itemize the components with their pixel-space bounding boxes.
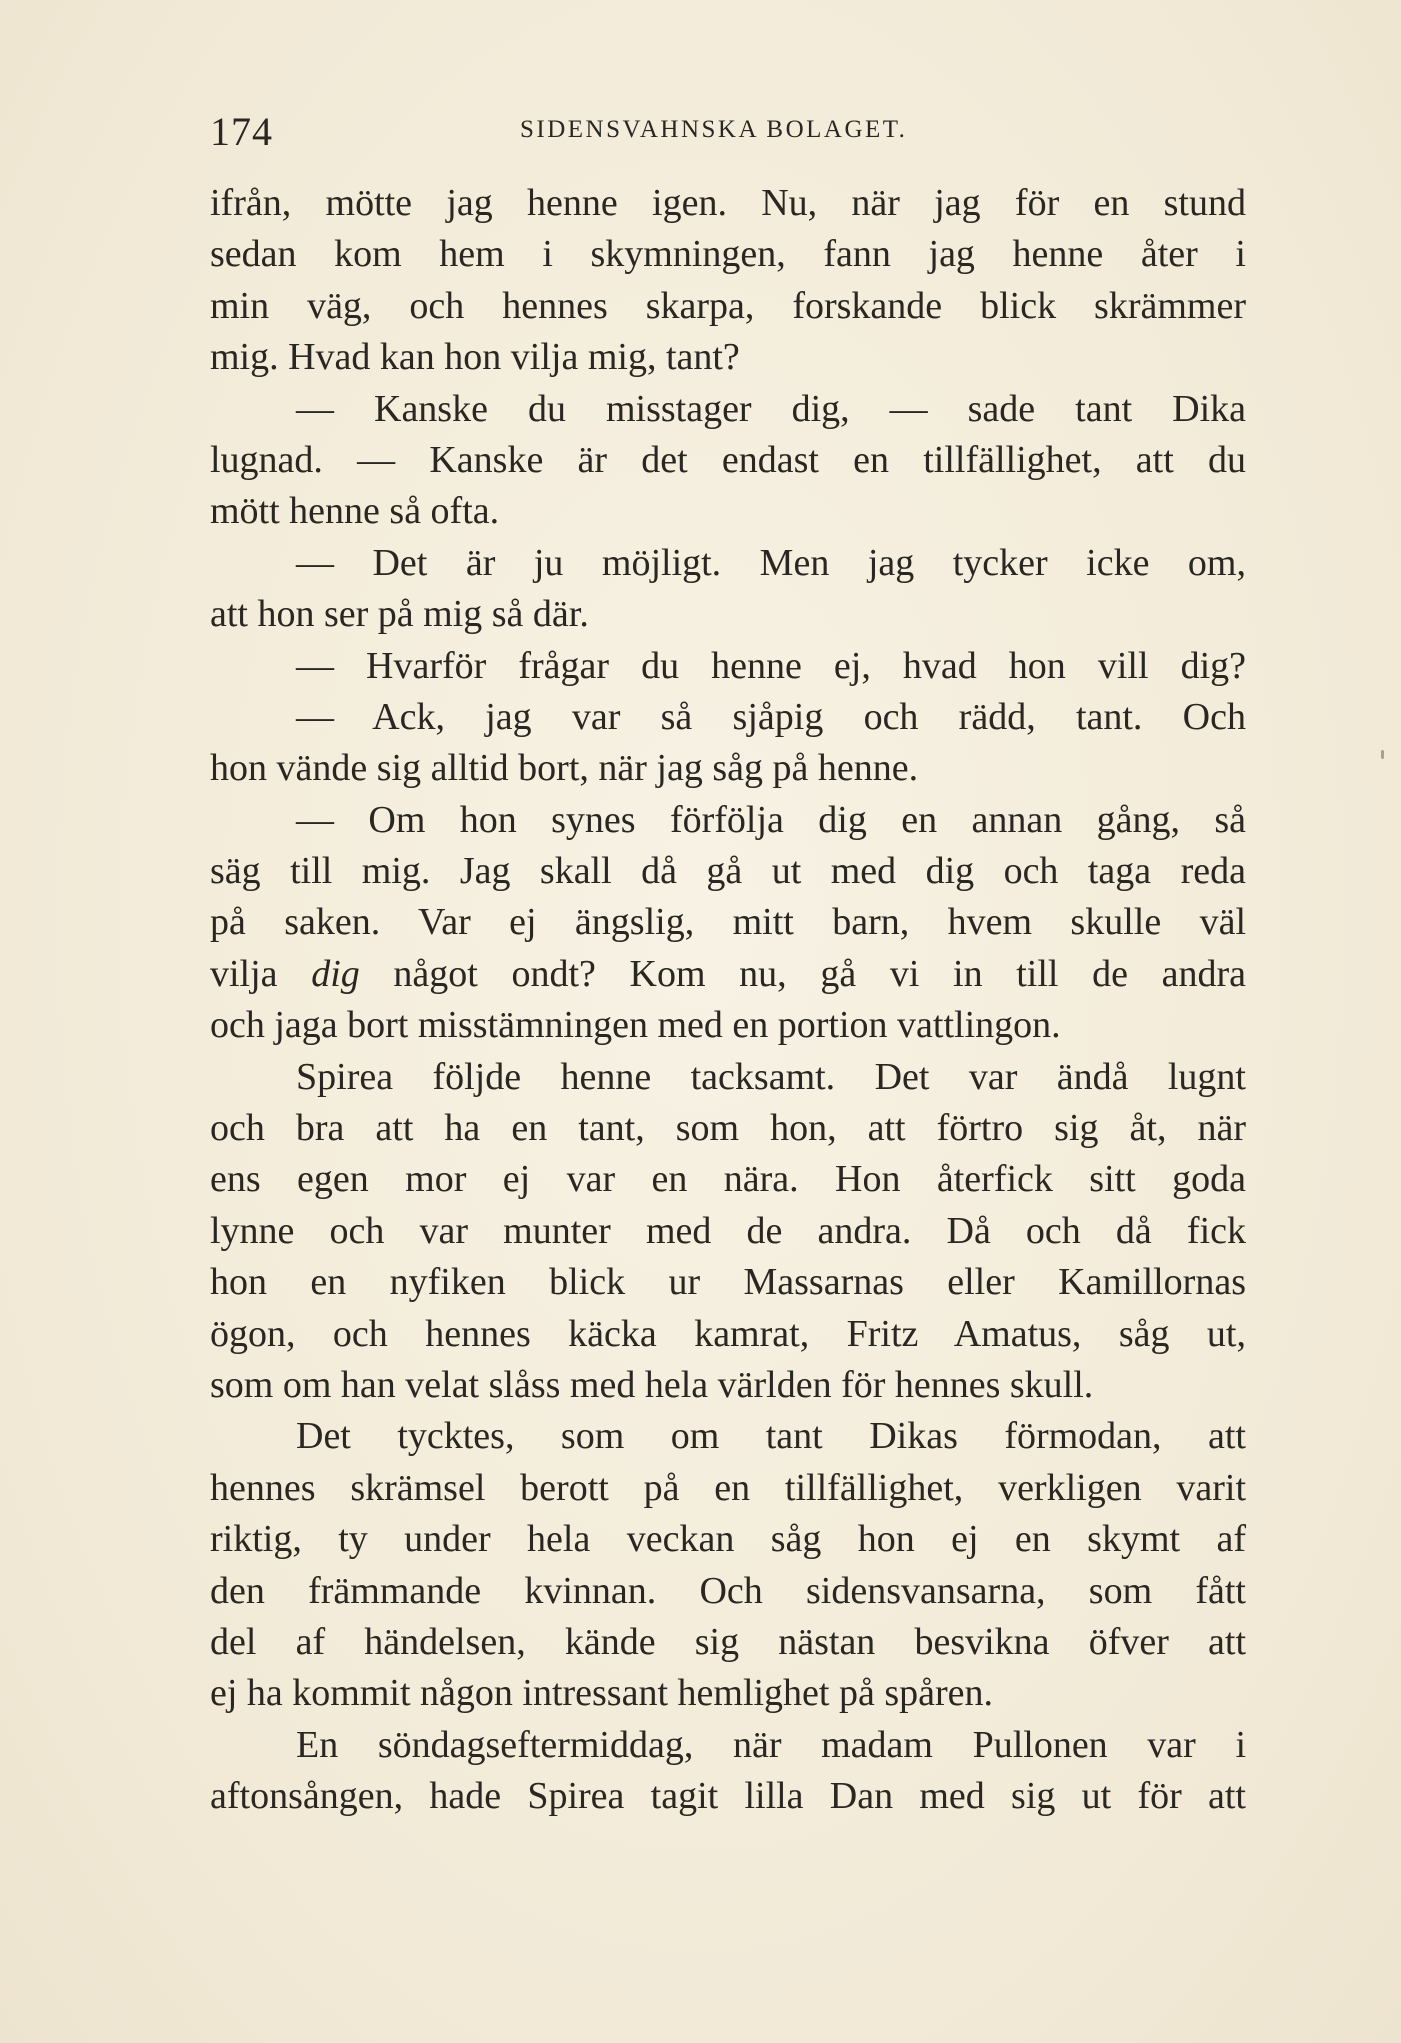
body-text bbox=[210, 178, 1246, 1823]
text-line: Det tycktes, som om tant Dikas förmodan, att bbox=[296, 1415, 1246, 1458]
text-line: hon en nyfiken blick ur Massarnas eller Kamillornas bbox=[210, 1261, 1246, 1304]
text-line: aftonsången, hade Spirea tagit lilla Dan med sig ut för att bbox=[210, 1775, 1246, 1818]
page-header bbox=[210, 108, 1246, 158]
text-line: och jaga bort misstämningen med en portion vattlingon. bbox=[210, 1004, 1061, 1047]
text-line: ögon, och hennes käcka kamrat, Fritz Amatus, såg ut, bbox=[210, 1312, 1246, 1355]
text-line: ifrån, mötte jag henne igen. Nu, när jag för en stund bbox=[210, 182, 1246, 224]
text-line: En söndagseftermiddag, när madam Pullonen var i bbox=[296, 1723, 1246, 1766]
text-line: — Kanske du misstager dig, — sade tant Dika bbox=[296, 387, 1246, 430]
text-line: riktig, ty under hela veckan såg hon ej en skymt af bbox=[210, 1518, 1246, 1561]
text-line: — Ack, jag var så sjåpig och rädd, tant. Och bbox=[296, 695, 1246, 738]
text-line: vilja dig något ondt? Kom nu, gå vi in till de andra bbox=[210, 952, 1246, 995]
text-line: sedan kom hem i skymningen, fann jag henne åter i bbox=[210, 233, 1246, 276]
text-line: mig. Hvad kan hon vilja mig, tant? bbox=[210, 336, 740, 379]
running-head: SIDENSVAHNSKA BOLAGET. bbox=[520, 116, 908, 143]
text-line: som om han velat slåss med hela världen för hennes skull. bbox=[210, 1363, 1094, 1406]
text-line: hon vände sig alltid bort, när jag såg på henne. bbox=[210, 747, 919, 790]
text-line: ens egen mor ej var en nära. Hon återfick sitt goda bbox=[210, 1158, 1246, 1201]
page-number: 174 bbox=[210, 109, 273, 154]
text-line: — Det är ju möjligt. Men jag tycker icke om, bbox=[296, 541, 1246, 584]
emphasis: dig bbox=[311, 952, 360, 995]
text-line: ej ha kommit någon intressant hemlighet på spåren. bbox=[210, 1672, 994, 1715]
print-speck bbox=[1381, 750, 1384, 759]
text-line: hennes skrämsel berott på en tillfällighet, verkligen varit bbox=[210, 1466, 1246, 1509]
text-line: Spirea följde henne tacksamt. Det var ändå lugnt bbox=[296, 1055, 1246, 1098]
text-line: del af händelsen, kände sig nästan besvikna öfver att bbox=[210, 1620, 1246, 1663]
text-line: — Om hon synes förfölja dig en annan gång, så bbox=[296, 798, 1246, 841]
text-line: min väg, och hennes skarpa, forskande blick skrämmer bbox=[210, 284, 1246, 327]
text-line: — Hvarför frågar du henne ej, hvad hon vill dig? bbox=[296, 644, 1246, 687]
text-line: lynne och var munter med de andra. Då och då fick bbox=[210, 1209, 1246, 1252]
text-line: säg till mig. Jag skall då gå ut med dig och taga reda bbox=[210, 850, 1246, 893]
text-line: på saken. Var ej ängslig, mitt barn, hvem skulle väl bbox=[210, 901, 1246, 944]
text-line: att hon ser på mig så där. bbox=[210, 593, 589, 636]
text-line: den främmande kvinnan. Och sidensvansarna, som fått bbox=[210, 1569, 1246, 1612]
text-line: lugnad. — Kanske är det endast en tillfällighet, att du bbox=[210, 438, 1246, 481]
text-line: och bra att ha en tant, som hon, att förtro sig åt, när bbox=[210, 1107, 1246, 1150]
text-line: mött henne så ofta. bbox=[210, 490, 500, 533]
